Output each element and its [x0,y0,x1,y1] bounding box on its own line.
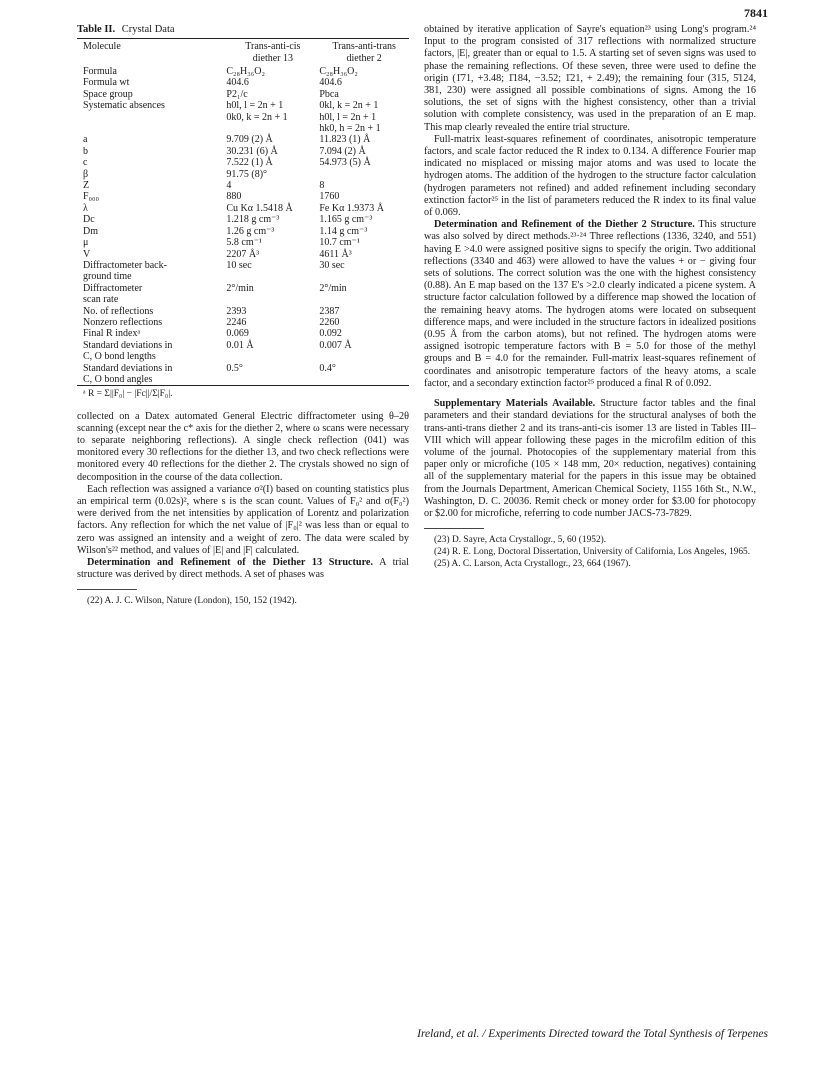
row-label: C, O bond lengths [83,351,156,363]
value-diether-13: 9.709 (2) Å [226,134,273,146]
value-diether-13: 4 [226,180,232,192]
value-diether-2: 0.4° [319,362,336,374]
value-diether-13: 10 sec [226,259,252,271]
value-diether-13: 2393 [226,305,247,317]
header-diether-2 [319,39,409,66]
table-row [77,89,409,100]
value-diether-13 [226,374,319,385]
paragraph [424,134,756,219]
value-diether-2: 54.973 (5) Å [319,157,371,169]
value-diether-2: hk0, h = 2n + 1 [319,123,381,135]
left-references [77,596,409,607]
paragraph [77,411,409,484]
value-diether-13: 0k0, k = 2n + 1 [226,111,288,123]
row-label: Diffractometer back- [83,259,167,271]
section-heading: Determination and Refinement of the Diether 13 Structure. [87,557,373,569]
value-diether-2: 0.092 [319,328,342,340]
value-diether-2: 8 [319,180,325,192]
value-diether-13 [226,351,319,362]
paragraph-text: Each reflection was assigned a variance σ²(I) based on counting statistics plus an empirical term (0.02s)², where s is the scan count. Values of F₀² and σ(F₀²) were derived from the net intensities by application of Lorentz and polarization factors. Any reflection for which the net value of |F₀|² was less than or equal to zero was assigned an intensity and a weight of zero. The data were scaled by Wilson's²² method, and values of |E| and |F| calculated. [77,483,409,556]
row-label: No. of reflections [83,305,154,317]
table-row [77,123,409,134]
table-row [77,146,409,157]
paragraph [424,398,756,520]
header-molecule: Molecule [83,41,121,53]
row-label: Standard deviations in [83,362,173,374]
value-diether-13: 0.01 Å [226,339,254,351]
table-row [77,169,409,180]
row-label: μ [83,237,89,249]
row-label: Nonzero reflections [83,316,163,328]
table-row [77,340,409,351]
value-diether-2: 4611 Å³ [319,248,352,260]
row-label: Final R indexᵃ [83,328,141,340]
value-diether-13: Cu Kα 1.5418 Å [226,202,293,214]
value-diether-13 [226,271,319,282]
table-row [77,249,409,260]
row-label: scan rate [83,294,119,306]
value-diether-2 [319,351,409,362]
row-label: C, O bond angles [83,373,153,385]
row-label: β [83,168,89,180]
paragraph [424,24,756,134]
value-diether-2: 2°/min [319,282,347,294]
value-diether-2: 404.6 [319,77,342,89]
row-label: λ [83,202,88,214]
value-diether-13: 0.069 [226,328,249,340]
value-diether-2: 30 sec [319,259,345,271]
right-body-text [424,24,756,520]
section-heading: Supplementary Materials Available. [434,398,596,410]
value-diether-2: 1.165 g cm⁻³ [319,214,373,226]
crystal-data-table [77,39,409,385]
paragraph [77,484,409,557]
row-label: Standard deviations in [83,339,173,351]
footnote-divider-right [424,528,484,529]
value-diether-2: 1760 [319,191,340,203]
value-diether-2 [319,374,409,385]
reference-item: (24) R. E. Long, Doctoral Dissertation, University of California, Los Angeles, 1965. [434,547,751,558]
row-label [77,112,226,123]
value-diether-2: 10.7 cm⁻¹ [319,237,360,249]
value-diether-13: 91.75 (8)° [226,168,268,180]
table-row [77,351,409,362]
table-row [77,157,409,168]
right-references [424,535,756,570]
row-label: b [83,145,88,157]
value-diether-2: h0l, l = 2n + 1 [319,111,377,123]
row-label: a [83,134,88,146]
paragraph-text: This structure was also solved by direct methods.²³·²⁴ Three reflections (1336, 3240, and 551) having E >4.0 were assigned positive signs to specify the origin. Two additional reflections (3340 and 463) were allowed to have the values + or − giving four sets of solutions. The correct solution was the one with the highest consistency (0.88). An E map based on the 137 E's >2.0 clearly indicated a picene system. A structure factor calculation followed by a difference map showed the location of the remaining heavy atoms. The hydrogen atoms were located on subsequent difference maps, and were included in the structure factors in idealized positions (0.95 Å from the carbon atoms), but not refined. The hydrogen atoms were assigned isotropic temperature factors with B = 5.0 for those of the methyl groups and B = 4.0 for the remainder. Full-matrix least-squares refinement of coordinates and anisotropic temperature factors of the heavy atoms, a scale factor, and a secondary extinction factor²⁵ produced a final R of 0.092. [424,219,756,389]
value-diether-2: 2260 [319,316,340,328]
row-label: Formula [83,66,117,78]
row-label: Formula wt [83,77,130,89]
page-number: 7841 [744,6,768,20]
reference-item: (25) A. C. Larson, Acta Crystallogr., 23, 664 (1967). [434,559,631,570]
paragraph-text: collected on a Datex automated General Electric diffractometer using θ–2θ scanning (except near the c* axis for the diether 2, where ω scans were necessary to separate neighboring reflections). A single check reflection (041) was monitored every 30 reflections for the diether 13, and two check reflections were monitored every 40 reflections for the diether 2. The crystals showed no sign of decomposition in the course of the data collection. [77,410,409,483]
value-diether-13: 2246 [226,316,247,328]
value-diether-2 [319,294,409,305]
paragraph [424,219,756,390]
value-diether-13: 880 [226,191,242,203]
value-diether-2 [319,169,409,180]
paragraph-text: Full-matrix least-squares refinement of coordinates, anisotropic temperature factors, and scale factor reduced the R index to 0.134. A difference Fourier map indicated no misplaced or missing major atoms and was used to locate the hydrogen atoms. The addition of the hydrogen to the structure factor calculation (hydrogen parameters not refined) and added refinement including secondary extinction factor²⁵ in the list of parameters reduced the R index to its final value of 0.069. [424,133,756,219]
header-diether-13-line2: diether 13 [252,52,293,64]
right-column [424,24,756,571]
table-row [77,226,409,237]
value-diether-2: 0.007 Å [319,339,352,351]
table-row [77,134,409,145]
value-diether-13: C₂₈H₃₆O₂ [226,66,265,78]
table-caption [77,24,409,36]
table-row [77,271,409,282]
value-diether-13: 1.26 g cm⁻³ [226,225,275,237]
row-label [77,123,226,134]
value-diether-13: P2₁/c [226,88,248,100]
value-diether-2: C₂₈H₃₆O₂ [319,66,358,78]
table-row [77,214,409,225]
table-bottom-rule [77,385,409,386]
section-heading: Determination and Refinement of the Diether 2 Structure. [434,219,695,231]
row-label: ground time [83,271,132,283]
table-footnote: ᵃ R = Σ||F₀| − |Fc||/Σ|F₀|. [83,389,173,400]
row-label: c [83,157,88,169]
table-row [77,77,409,88]
value-diether-13: h0l, l = 2n + 1 [226,100,284,112]
table-row [77,283,409,294]
table-row [77,317,409,328]
value-diether-13: 7.522 (1) Å [226,157,273,169]
value-diether-13: 0.5° [226,362,243,374]
value-diether-2: Fe Kα 1.9373 Å [319,202,385,214]
value-diether-13: 1.218 g cm⁻³ [226,214,280,226]
value-diether-2: 1.14 g cm⁻³ [319,225,368,237]
header-diether-13 [226,39,319,66]
value-diether-2: 2387 [319,305,340,317]
table-row [77,260,409,271]
table-row [77,374,409,385]
row-label: Z [83,180,90,192]
table-row [77,237,409,248]
table-header-row [77,39,409,66]
row-label: Dm [83,225,98,237]
reference-item: (23) D. Sayre, Acta Crystallogr., 5, 60 (1952). [434,535,607,546]
table-row [77,66,409,77]
value-diether-2: 11.823 (1) Å [319,134,371,146]
value-diether-13: 5.8 cm⁻¹ [226,237,262,249]
paragraph [77,557,409,581]
running-footer: Ireland, et al. / Experiments Directed toward the Total Synthesis of Terpenes [417,1028,768,1040]
row-label: Dc [83,214,95,226]
value-diether-13 [226,294,319,305]
footnote-divider-left [77,589,137,590]
value-diether-13: 2°/min [226,282,254,294]
header-diether-13-line1: Trans-anti-cis [245,41,301,53]
table-row [77,328,409,339]
table-row [77,191,409,202]
value-diether-2 [319,271,409,282]
table-row [77,306,409,317]
left-column [77,24,409,608]
table-label: Table II. [77,24,116,35]
table-body [77,66,409,385]
value-diether-2: Pbca [319,88,339,100]
header-diether-2-line1: Trans-anti-trans [332,41,396,53]
table-row [77,294,409,305]
header-diether-2-line2: diether 2 [346,52,382,64]
value-diether-13: 30.231 (6) Å [226,145,278,157]
reference-item: (22) A. J. C. Wilson, Nature (London), 150, 152 (1942). [87,596,297,607]
value-diether-2: 0kl, k = 2n + 1 [319,100,379,112]
value-diether-13: 2207 Å³ [226,248,260,260]
table-row [77,112,409,123]
table-row [77,180,409,191]
value-diether-13: 404.6 [226,77,249,89]
value-diether-13 [226,123,319,134]
paragraph-text: obtained by iterative application of Sayre's equation²³ using Long's program.²⁴ Input to the program consisted of 317 reflections with normalized structure factors, |E|, greater than or equal to 1.5. A starting set of seven signs was used to phase the remaining reflections. Of these seven, three were used to define the origin (1̄71, +3.48; 1̄184, −3.52; 1̄21, + 2.49); the remaining four (315, 5̄124, 3̄81, 230) were assigned all possible combinations of signs. Among the 16 solutions, the set of signs with the highest consistency, other than a trivial solution with complete consistency, was used in the preparation of an E map. This map clearly revealed the entire trial structure. [424,24,756,133]
table-row [77,203,409,214]
table-row [77,363,409,374]
row-label: F₀₀₀ [83,191,100,203]
value-diether-2: 7.094 (2) Å [319,145,366,157]
row-label: Space group [83,88,133,100]
row-label: Systematic absences [83,100,165,112]
row-label: Diffractometer [83,282,143,294]
row-label: V [83,248,91,260]
table-row [77,100,409,111]
paragraph-text: A trial structure was derived by direct methods. A set of phases was [77,557,409,581]
table-title: Crystal Data [121,24,175,35]
paragraph-text: Structure factor tables and the final parameters and their standard deviations for the structural analyses of both the trans-anti-trans diether 2 and its trans-anti-cis isomer 13 are listed in Tables III–VIII which will appear following these pages in the microfilm edition of this volume of the journal. Photocopies of the supplementary material from this paper only or microfiche (105 × 148 mm, 20× reduction, negatives) containing all of the supplementary material for the papers in this issue may be obtained from the Journals Department, American Chemical Society, 1155 16th St., N.W., Washington, D. C. 20036. Remit check or money order for $3.00 for photocopy or $2.00 for microfiche, referring to code number JACS-73-7829. [424,398,756,519]
left-body-text [77,411,409,582]
